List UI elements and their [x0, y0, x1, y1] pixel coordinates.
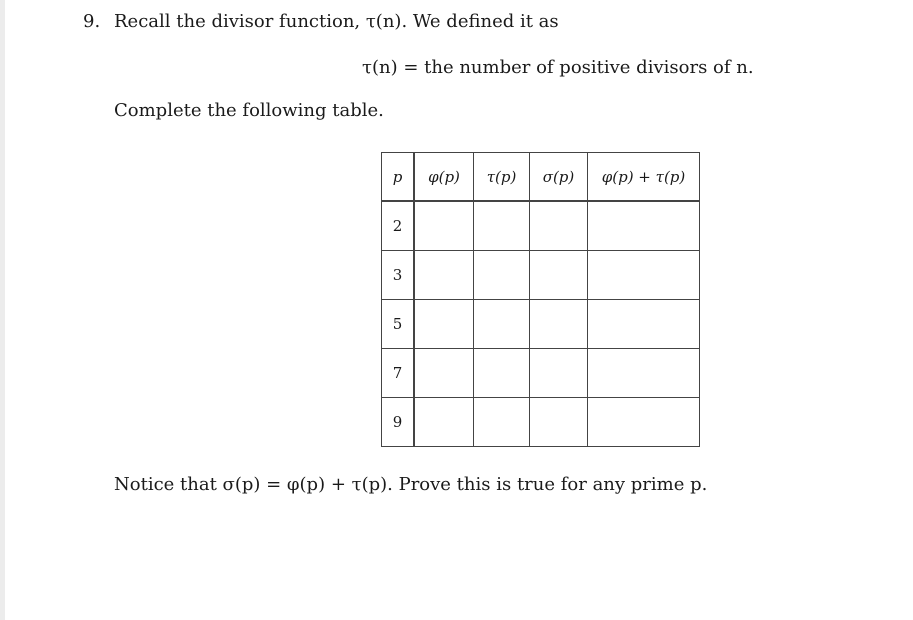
cell-phi[interactable]: [414, 201, 474, 251]
cell-sigma[interactable]: [530, 251, 588, 300]
tau-definition: τ(n) = the number of positive divisors of n.: [362, 57, 754, 78]
table-row: [382, 398, 700, 447]
header-phi-plus-tau: φ(p) + τ(p): [588, 153, 700, 202]
cell-tau[interactable]: [474, 201, 530, 251]
cell-phi-plus-tau[interactable]: [588, 349, 700, 398]
cell-phi[interactable]: [414, 349, 474, 398]
page-left-margin-strip: [0, 0, 5, 620]
cell-sigma[interactable]: [530, 349, 588, 398]
cell-tau[interactable]: [474, 349, 530, 398]
table-instruction: Complete the following table.: [114, 100, 384, 121]
cell-phi[interactable]: [414, 251, 474, 300]
header-sigma: σ(p): [530, 153, 588, 202]
table-row: [382, 201, 700, 251]
divisor-function-table: [381, 152, 700, 447]
cell-sigma[interactable]: [530, 300, 588, 349]
table-row: [382, 300, 700, 349]
header-tau: τ(p): [474, 153, 530, 202]
cell-tau[interactable]: [474, 251, 530, 300]
cell-tau[interactable]: [474, 398, 530, 447]
cell-p: 7: [382, 349, 415, 398]
cell-p: 2: [382, 201, 415, 251]
cell-sigma[interactable]: [530, 398, 588, 447]
problem-statement: Recall the divisor function, τ(n). We defined it as: [114, 11, 559, 32]
header-p: p: [382, 153, 415, 202]
cell-phi-plus-tau[interactable]: [588, 201, 700, 251]
table-row: [382, 349, 700, 398]
header-phi: φ(p): [414, 153, 474, 202]
cell-p: 9: [382, 398, 415, 447]
problem-number: 9.: [83, 11, 101, 32]
cell-p: 5: [382, 300, 415, 349]
cell-tau[interactable]: [474, 300, 530, 349]
table-row: [382, 251, 700, 300]
cell-phi[interactable]: [414, 300, 474, 349]
cell-phi-plus-tau[interactable]: [588, 300, 700, 349]
proof-prompt: Notice that σ(p) = φ(p) + τ(p). Prove this is true for any prime p.: [114, 474, 708, 495]
cell-p: 3: [382, 251, 415, 300]
table-header-row: [382, 153, 700, 202]
cell-phi-plus-tau[interactable]: [588, 398, 700, 447]
cell-phi[interactable]: [414, 398, 474, 447]
cell-sigma[interactable]: [530, 201, 588, 251]
cell-phi-plus-tau[interactable]: [588, 251, 700, 300]
